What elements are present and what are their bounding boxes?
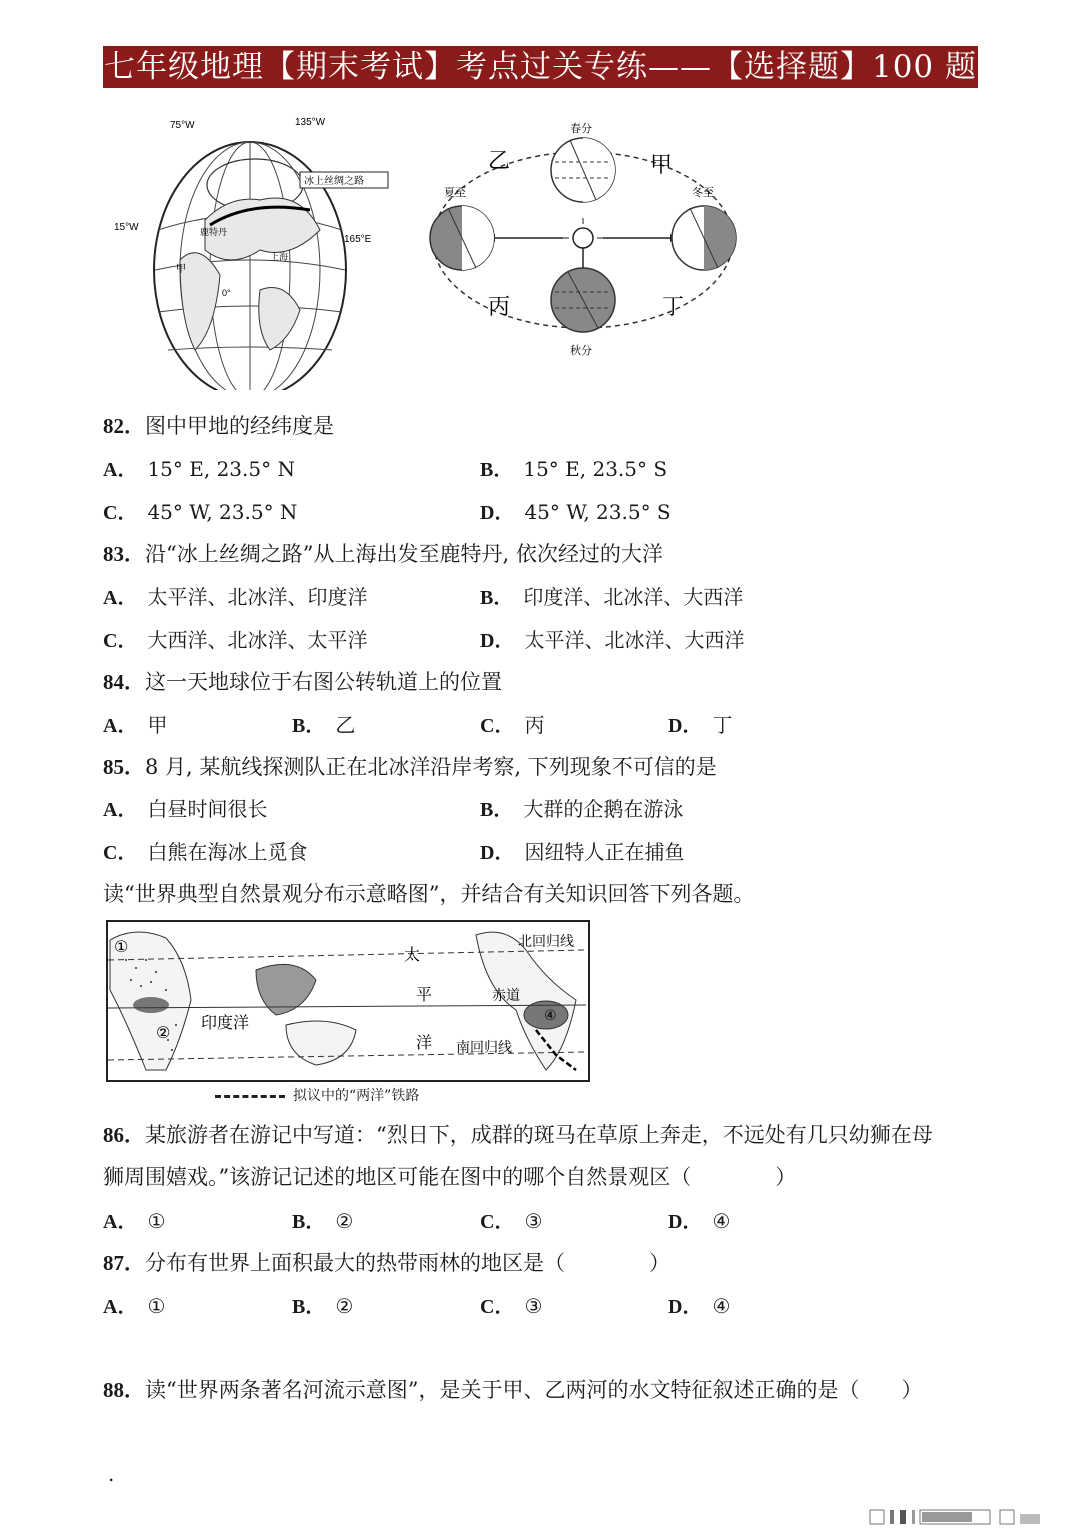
lon-135w-label: 135°W <box>295 117 326 128</box>
question-83-stem: 沿“冰上丝绸之路”从上海出发至鹿特丹, 依次经过的大洋 <box>145 542 663 566</box>
yi-position-label: 乙 <box>488 149 511 174</box>
option-83-a-text: 太平洋、北冰洋、印度洋 <box>147 585 368 609</box>
option-86-d-letter: D． <box>668 1211 703 1233</box>
option-84-a[interactable] <box>103 709 167 738</box>
question-88-stem: 读“世界两条著名河流示意图”，是关于甲、乙两河的水文特征叙述正确的是（ ） <box>145 1378 923 1402</box>
question-86-number: 86． <box>103 1123 145 1147</box>
question-84 <box>103 666 502 696</box>
option-87-a[interactable] <box>103 1290 165 1319</box>
option-82-a-letter: A． <box>103 459 138 481</box>
tropic-north-label: 北回归线 <box>518 934 574 950</box>
map-legend <box>215 1085 419 1105</box>
option-82-c[interactable] <box>103 496 297 525</box>
lon-15w-label: 15°W <box>114 222 139 233</box>
option-84-d-text: 丁 <box>712 713 733 737</box>
option-87-d[interactable] <box>668 1290 730 1319</box>
option-85-a-letter: A． <box>103 799 138 821</box>
option-82-c-letter: C． <box>103 502 138 524</box>
region-1-label: ① <box>114 937 129 956</box>
question-85 <box>103 751 717 781</box>
option-84-c-letter: C． <box>480 715 515 737</box>
spring-label: 春分 <box>570 123 592 135</box>
option-85-c-letter: C． <box>103 842 138 864</box>
option-87-b-text: ② <box>335 1294 354 1318</box>
option-87-a-letter: A． <box>103 1296 138 1318</box>
summer-label: 夏至 <box>444 187 466 199</box>
map-intro-text: 读“世界典型自然景观分布示意略图”，并结合有关知识回答下列各题。 <box>103 882 755 906</box>
region-2-label: ② <box>156 1023 171 1042</box>
option-84-d[interactable] <box>668 709 732 738</box>
option-82-b[interactable] <box>480 453 667 482</box>
bing-position-label: 丙 <box>488 295 511 320</box>
question-86-stem-line1: 某旅游者在游记中写道：“烈日下，成群的斑马在草原上奔走，不远处有几只幼狮在母 <box>145 1123 933 1147</box>
option-82-d-text: 45° W, 23.5° S <box>524 500 671 524</box>
option-83-c-text: 大西洋、北冰洋、太平洋 <box>147 628 368 652</box>
option-83-c[interactable] <box>103 624 367 653</box>
option-85-d[interactable] <box>480 836 684 865</box>
option-85-c-text: 白熊在海冰上觅食 <box>147 840 308 864</box>
question-82-number: 82． <box>103 414 145 438</box>
option-86-b-letter: B． <box>292 1211 326 1233</box>
option-86-a-text: ① <box>147 1209 166 1233</box>
option-83-a-letter: A． <box>103 587 138 609</box>
option-82-d[interactable] <box>480 496 671 525</box>
option-82-b-letter: B． <box>480 459 514 481</box>
polar-map-figure <box>114 117 388 390</box>
autumn-label: 秋分 <box>570 345 592 357</box>
option-85-c[interactable] <box>103 836 307 865</box>
region-4-label: ④ <box>544 1008 557 1024</box>
option-87-d-text: ④ <box>712 1294 731 1318</box>
option-86-c-text: ③ <box>524 1209 543 1233</box>
option-87-c[interactable] <box>480 1290 542 1319</box>
option-86-c[interactable] <box>480 1205 542 1234</box>
option-85-d-text: 因纽特人正在捕鱼 <box>524 840 685 864</box>
option-84-a-text: 甲 <box>147 713 168 737</box>
option-86-d-text: ④ <box>712 1209 731 1233</box>
option-86-c-letter: C． <box>480 1211 515 1233</box>
question-88-number: 88． <box>103 1378 145 1402</box>
winter-label: 冬至 <box>692 187 714 199</box>
option-85-b[interactable] <box>480 793 683 822</box>
tropic-south-label: 南回归线 <box>456 1040 512 1056</box>
option-84-a-letter: A． <box>103 715 138 737</box>
option-86-b[interactable] <box>292 1205 353 1234</box>
option-83-b-letter: B． <box>480 587 514 609</box>
option-84-b-text: 乙 <box>335 713 356 737</box>
orbit-diagram <box>430 121 736 357</box>
map-legend-text: 拟议中的“两洋”铁路 <box>293 1088 420 1104</box>
question-86-stem-line2: 狮周围嬉戏。”该游记记述的地区可能在图中的哪个自然景观区（ ） <box>103 1165 797 1189</box>
page-banner-title: 七年级地理【期末考试】考点过关专练——【选择题】100 题 <box>103 46 978 88</box>
question-85-number: 85． <box>103 755 145 779</box>
footer-dot: . <box>108 1462 115 1486</box>
option-86-a[interactable] <box>103 1205 165 1234</box>
option-87-c-text: ③ <box>524 1294 543 1318</box>
option-87-c-letter: C． <box>480 1296 515 1318</box>
equator-label: 赤道 <box>492 988 520 1004</box>
option-84-c[interactable] <box>480 709 544 738</box>
option-85-b-letter: B． <box>480 799 514 821</box>
option-83-c-letter: C． <box>103 630 138 652</box>
option-82-d-letter: D． <box>480 502 515 524</box>
option-87-d-letter: D． <box>668 1296 703 1318</box>
ding-position-label: 丁 <box>662 295 685 320</box>
option-85-a-text: 白昼时间很长 <box>147 797 268 821</box>
option-86-b-text: ② <box>335 1209 354 1233</box>
option-86-a-letter: A． <box>103 1211 138 1233</box>
lon-165e-label: 165°E <box>344 234 372 245</box>
option-85-d-letter: D． <box>480 842 515 864</box>
option-84-d-letter: D． <box>668 715 703 737</box>
option-85-a[interactable] <box>103 793 267 822</box>
option-82-b-text: 15° E, 23.5° S <box>523 457 668 481</box>
rotterdam-label: 鹿特丹 <box>200 227 228 237</box>
option-84-b-letter: B． <box>292 715 326 737</box>
option-83-b[interactable] <box>480 581 743 610</box>
option-83-a[interactable] <box>103 581 367 610</box>
question-88 <box>103 1374 922 1404</box>
option-83-d[interactable] <box>480 624 744 653</box>
question-87-stem: 分布有世界上面积最大的热带雨林的地区是（ ） <box>145 1251 670 1275</box>
question-85-stem: 8 月, 某航线探测队正在北冰洋沿岸考察, 下列现象不可信的是 <box>145 755 717 779</box>
option-84-c-text: 丙 <box>524 713 545 737</box>
question-87 <box>103 1247 670 1277</box>
railway-legend-line <box>215 1095 285 1098</box>
indian-ocean-label: 印度洋 <box>201 1013 250 1032</box>
option-83-d-text: 太平洋、北冰洋、大西洋 <box>524 628 745 652</box>
zero-label: 0° <box>222 288 231 298</box>
option-85-b-text: 大群的企鹅在游泳 <box>523 797 684 821</box>
option-82-a-text: 15° E, 23.5° N <box>147 457 295 481</box>
question-84-stem: 这一天地球位于右图公转轨道上的位置 <box>145 670 502 694</box>
figure-row <box>110 100 870 390</box>
option-87-b[interactable] <box>292 1290 353 1319</box>
option-87-b-letter: B． <box>292 1296 326 1318</box>
option-86-d[interactable] <box>668 1205 730 1234</box>
watermark-bars-icon <box>860 1508 1060 1526</box>
option-82-c-text: 45° W, 23.5° N <box>147 500 298 524</box>
option-83-b-text: 印度洋、北冰洋、大西洋 <box>523 585 744 609</box>
question-84-number: 84． <box>103 670 145 694</box>
question-86 <box>103 1119 933 1149</box>
question-83-number: 83． <box>103 542 145 566</box>
option-84-b[interactable] <box>292 709 355 738</box>
jia-position-label: 甲 <box>650 153 673 178</box>
question-82 <box>103 410 334 440</box>
ocean-ping-label: 平 <box>416 985 433 1004</box>
world-landscape-map <box>106 920 590 1083</box>
shanghai-label: 上海 <box>270 252 289 262</box>
ocean-yang-label: 洋 <box>416 1033 433 1052</box>
option-83-d-letter: D． <box>480 630 515 652</box>
option-82-a[interactable] <box>103 453 295 482</box>
question-82-stem: 图中甲地的经纬度是 <box>145 414 334 438</box>
route-label: 冰上丝绸之路 <box>304 176 364 187</box>
question-87-number: 87． <box>103 1251 145 1275</box>
ocean-tai-label: 太 <box>404 945 421 964</box>
question-83 <box>103 538 663 568</box>
option-87-a-text: ① <box>147 1294 166 1318</box>
lon-75w-label: 75°W <box>170 120 195 131</box>
jia-point-label: 甲 <box>176 264 186 275</box>
